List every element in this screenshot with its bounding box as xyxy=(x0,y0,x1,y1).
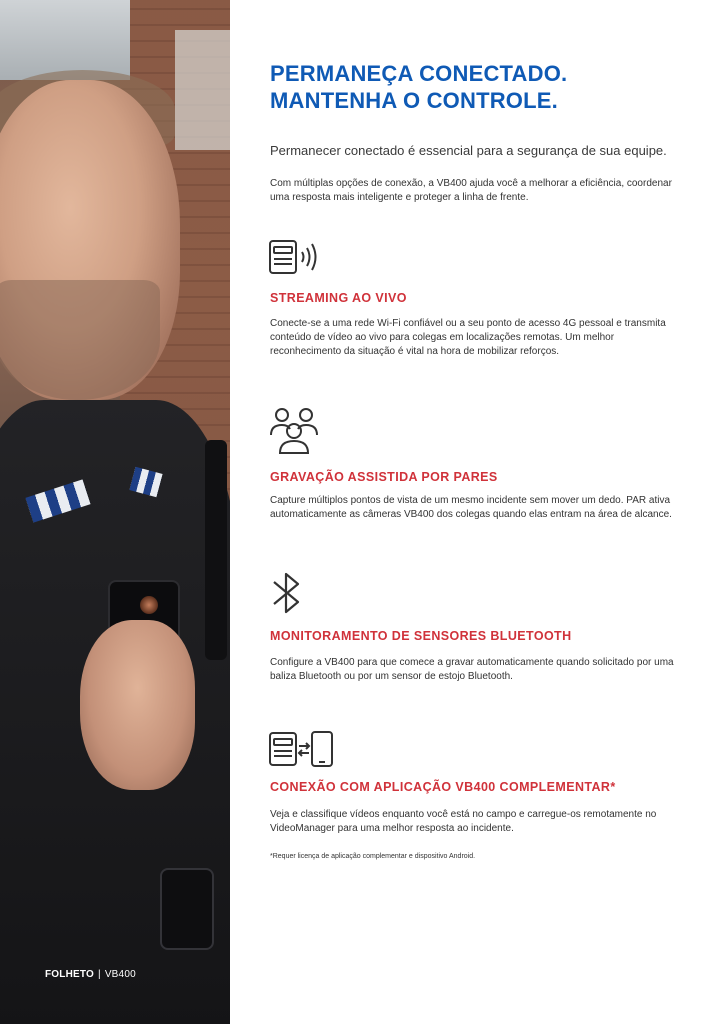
headline-line-1: PERMANEÇA CONECTADO. xyxy=(270,61,568,86)
hero-photo-police-officer xyxy=(0,0,230,1024)
page-headline xyxy=(270,60,690,114)
footer-separator: | xyxy=(98,969,101,980)
headline-line-2: MANTENHA O CONTROLE. xyxy=(270,88,558,113)
feature-text-streaming: Conecte-se a uma rede Wi-Fi confiável ou a seu ponto de acesso 4G pessoal e transmita conteúdo de vídeo ao vivo para colegas em localizações remotas. Um melhor reconhecimento da situação é vital na hora de mobilizar reforços. xyxy=(270,318,666,357)
lead-text: Com múltiplas opções de conexão, a VB400 ajuda você a melhorar a eficiência, coordenar uma resposta mais inteligente e proteger a linha de frente. xyxy=(270,178,672,203)
feature-title-companion-app: CONEXÃO COM APLICAÇÃO VB400 COMPLEMENTAR* xyxy=(270,780,616,794)
footnote: *Requer licença de aplicação complementar e dispositivo Android. xyxy=(270,853,476,860)
page-footer xyxy=(45,969,136,980)
feature-text-bluetooth: Configure a VB400 para que comece a gravar automaticamente quando solicitado por uma baliza Bluetooth ou por um sensor de estojo Bluetooth. xyxy=(270,657,674,682)
live-streaming-icon xyxy=(268,238,320,276)
feature-title-peer-recording: GRAVAÇÃO ASSISTIDA POR PARES xyxy=(270,470,498,484)
bluetooth-icon xyxy=(268,570,308,616)
feature-text-companion-app: Veja e classifique vídeos enquanto você está no campo e carregue-os remotamente no VideoManager para uma melhor resposta ao incidente. xyxy=(270,809,657,834)
peer-group-icon xyxy=(268,405,320,455)
camera-phone-sync-icon xyxy=(268,730,336,768)
feature-text-peer-recording: Capture múltiplos pontos de vista de um mesmo incidente sem mover um dedo. PAR ativa automaticamente as câmeras VB400 dos colegas quando elas entram na área de alcance. xyxy=(270,495,672,520)
footer-label: FOLHETO xyxy=(45,969,94,980)
intro-text: Permanecer conectado é essencial para a segurança de sua equipe. xyxy=(270,143,667,158)
feature-title-streaming: STREAMING AO VIVO xyxy=(270,291,407,305)
feature-title-bluetooth: MONITORAMENTO DE SENSORES BLUETOOTH xyxy=(270,629,572,643)
footer-product: VB400 xyxy=(104,969,136,980)
